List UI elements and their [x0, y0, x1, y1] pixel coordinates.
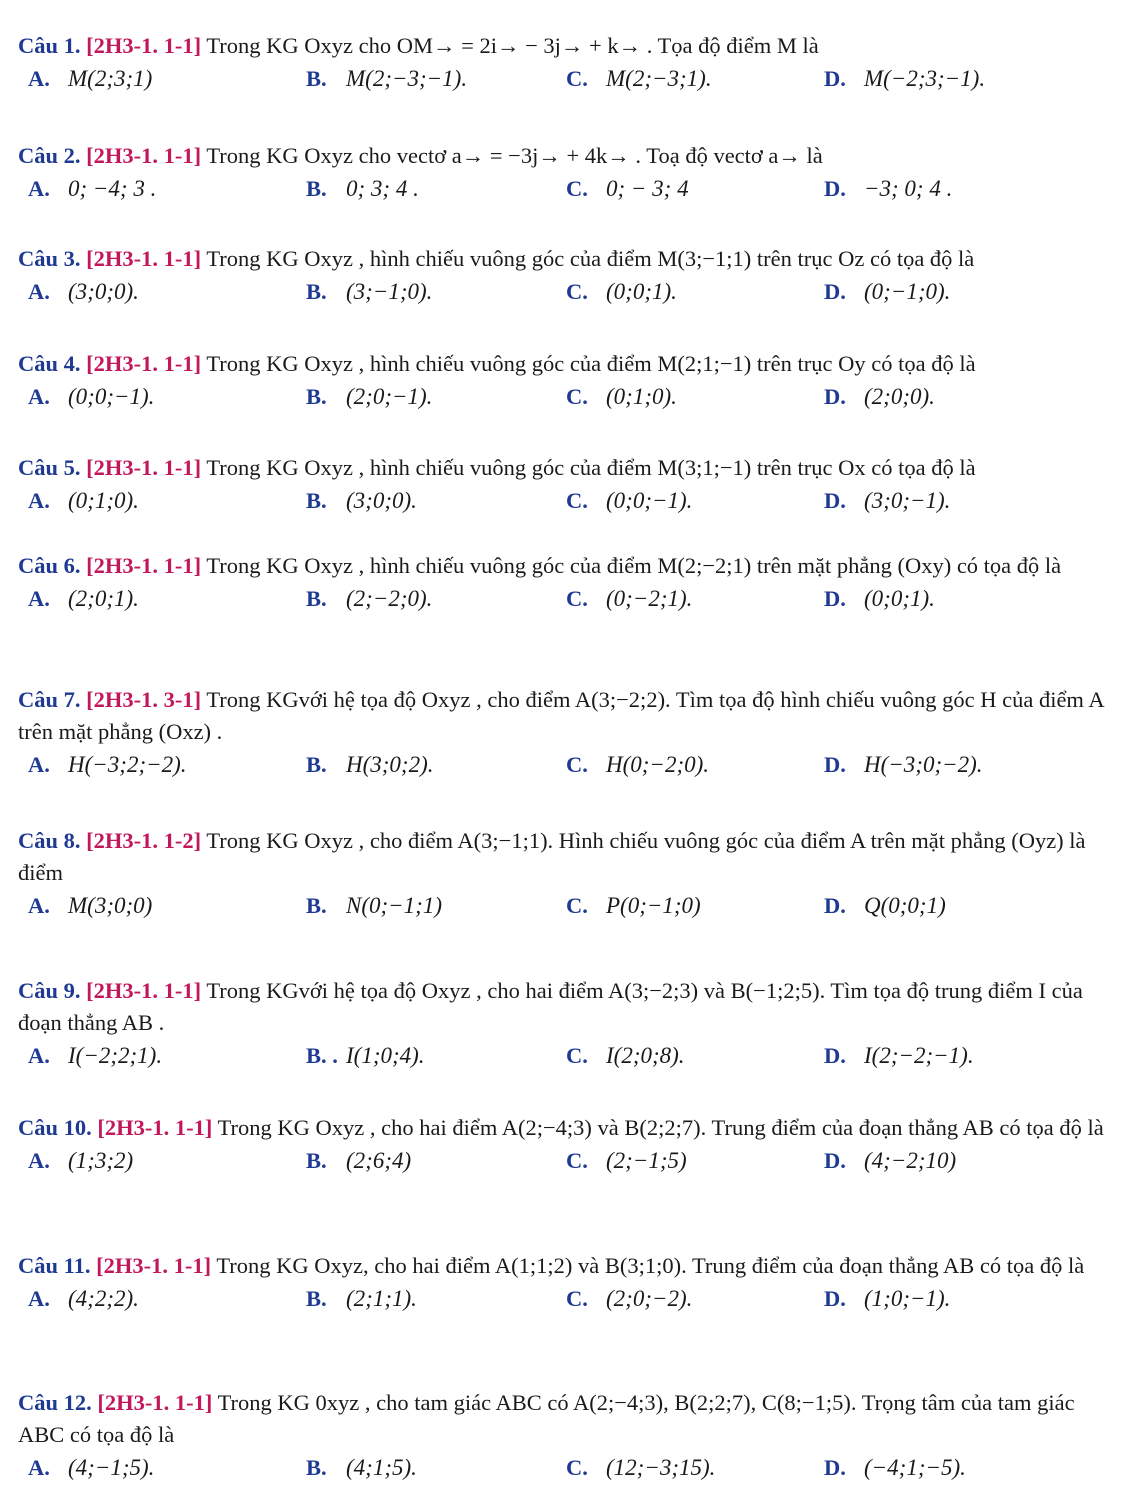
option-value: 0; −4; 3 . — [68, 176, 157, 201]
option-label: A. — [28, 384, 50, 409]
option-value: (3;0;0). — [68, 279, 139, 304]
option-b[interactable] — [296, 1286, 417, 1312]
option-value: (0;0;1). — [864, 586, 935, 611]
option-label: D. — [824, 1043, 846, 1068]
question-stem: Trong KG 0xyz , cho tam giác ABC có A(2;−4;3), B(2;2;7), C(8;−1;5). Trọng tâm của tam giác ABC có tọa độ là — [18, 1390, 1075, 1447]
option-a[interactable] — [18, 1148, 133, 1174]
option-value: (2;6;4) — [346, 1148, 412, 1173]
option-a[interactable] — [18, 384, 154, 410]
question-9 — [18, 975, 1123, 1077]
option-label: C. — [566, 752, 588, 777]
question-2 — [18, 140, 1123, 210]
option-value: I(1;0;4). — [346, 1043, 425, 1068]
option-value: (1;0;−1). — [864, 1286, 951, 1311]
options-row — [18, 380, 1123, 418]
option-label: D. — [824, 488, 846, 513]
option-value: (0;1;0). — [68, 488, 139, 513]
option-value: (2;0;0). — [864, 384, 935, 409]
option-label: B. — [306, 66, 327, 91]
option-value: (2;0;−1). — [346, 384, 433, 409]
question-6 — [18, 550, 1123, 620]
option-value: M(3;0;0) — [68, 893, 153, 918]
question-tag: [2H3-1. 1-1] — [96, 1253, 212, 1278]
option-d[interactable] — [814, 66, 985, 92]
option-label: B. — [306, 586, 327, 611]
question-3 — [18, 243, 1123, 313]
option-d[interactable] — [814, 752, 983, 778]
question-number: Câu 12. — [18, 1390, 92, 1415]
option-label: D. — [824, 66, 846, 91]
question-tag: [2H3-1. 1-2] — [86, 828, 202, 853]
question-tag: [2H3-1. 1-1] — [86, 33, 202, 58]
option-value: 0; − 3; 4 — [606, 176, 689, 201]
option-value: (4;1;5). — [346, 1455, 417, 1480]
option-d[interactable] — [814, 1148, 956, 1174]
question-tag: [2H3-1. 1-1] — [97, 1115, 213, 1140]
option-value: (0;0;−1). — [68, 384, 155, 409]
option-b[interactable] — [296, 586, 432, 612]
option-value: (3;0;0). — [346, 488, 417, 513]
option-label: A. — [28, 1148, 50, 1173]
question-7 — [18, 684, 1123, 786]
question-stem: Trong KG Oxyz , hình chiếu vuông góc của điểm M(3;−1;1) trên trục Oz có tọa độ là — [206, 246, 975, 271]
option-value: (−4;1;−5). — [864, 1455, 966, 1480]
options-row — [18, 275, 1123, 313]
question-number: Câu 11. — [18, 1253, 91, 1278]
question-stem: Trong KG Oxyz cho OM→ = 2i→ − 3j→ + k→ . Tọa độ điểm M là — [206, 33, 819, 58]
option-value: (4;−2;10) — [864, 1148, 957, 1173]
option-d[interactable] — [814, 488, 950, 514]
option-label: C. — [566, 1286, 588, 1311]
option-label: D. — [824, 752, 846, 777]
option-value: (0;−1;0). — [864, 279, 951, 304]
option-c[interactable] — [556, 893, 701, 919]
option-d[interactable] — [814, 1455, 966, 1481]
question-stem: Trong KG Oxyz cho vectơ a→ = −3j→ + 4k→ . Toạ độ vectơ a→ là — [206, 143, 823, 168]
option-d[interactable] — [814, 893, 946, 919]
option-label: D. — [824, 586, 846, 611]
option-b[interactable] — [296, 1455, 417, 1481]
options-row — [18, 889, 1123, 927]
option-label: B. . — [306, 1043, 338, 1068]
question-stem: Trong KG Oxyz , hình chiếu vuông góc của điểm M(3;1;−1) trên trục Ox có tọa độ là — [206, 455, 976, 480]
option-value: M(2;−3;1). — [606, 66, 712, 91]
option-value: M(2;3;1) — [68, 66, 153, 91]
option-a[interactable] — [18, 752, 187, 778]
option-value: M(2;−3;−1). — [346, 66, 468, 91]
question-tag: [2H3-1. 1-1] — [86, 246, 202, 271]
question-tag: [2H3-1. 1-1] — [86, 978, 202, 1003]
option-label: B. — [306, 1455, 327, 1480]
option-value: (2;0;−2). — [606, 1286, 693, 1311]
option-c[interactable] — [556, 586, 692, 612]
option-a[interactable] — [18, 586, 139, 612]
option-c[interactable] — [556, 1286, 692, 1312]
option-value: (4;2;2). — [68, 1286, 139, 1311]
option-a[interactable] — [18, 488, 139, 514]
option-label: B. — [306, 176, 327, 201]
question-tag: [2H3-1. 1-1] — [86, 143, 202, 168]
option-label: C. — [566, 66, 588, 91]
option-label: A. — [28, 1043, 50, 1068]
option-b[interactable] — [296, 176, 419, 202]
question-1 — [18, 30, 1123, 100]
option-c[interactable] — [556, 66, 712, 92]
question-number: Câu 6. — [18, 553, 81, 578]
option-label: C. — [566, 1043, 588, 1068]
option-a[interactable] — [18, 1286, 139, 1312]
option-c[interactable] — [556, 176, 689, 202]
option-b[interactable] — [296, 66, 467, 92]
option-value: (2;−1;5) — [606, 1148, 687, 1173]
option-label: A. — [28, 279, 50, 304]
option-c[interactable] — [556, 279, 677, 305]
options-row — [18, 62, 1123, 100]
question-5 — [18, 452, 1123, 522]
option-value: I(−2;2;1). — [68, 1043, 163, 1068]
option-value: I(2;0;8). — [606, 1043, 685, 1068]
question-number: Câu 10. — [18, 1115, 92, 1140]
question-number: Câu 2. — [18, 143, 81, 168]
option-b[interactable] — [296, 752, 434, 778]
option-value: (0;1;0). — [606, 384, 677, 409]
option-label: B. — [306, 384, 327, 409]
question-stem: Trong KG Oxyz , hình chiếu vuông góc của điểm M(2;−2;1) trên mặt phẳng (Oxy) có tọa độ là — [206, 553, 1062, 578]
option-d[interactable] — [814, 384, 935, 410]
options-row — [18, 172, 1123, 210]
option-label: C. — [566, 586, 588, 611]
question-tag: [2H3-1. 1-1] — [97, 1390, 213, 1415]
option-a[interactable] — [18, 1455, 154, 1481]
option-value: H(3;0;2). — [346, 752, 434, 777]
option-b[interactable] — [296, 1148, 411, 1174]
option-label: D. — [824, 176, 846, 201]
option-d[interactable] — [814, 176, 952, 202]
option-a[interactable] — [18, 893, 152, 919]
question-tag: [2H3-1. 1-1] — [86, 553, 202, 578]
options-row — [18, 748, 1123, 786]
option-label: C. — [566, 384, 588, 409]
option-label: D. — [824, 384, 846, 409]
option-label: D. — [824, 1455, 846, 1480]
option-label: B. — [306, 279, 327, 304]
option-b[interactable] — [296, 893, 442, 919]
option-a[interactable] — [18, 1043, 162, 1069]
option-value: −3; 0; 4 . — [864, 176, 953, 201]
option-value: (4;−1;5). — [68, 1455, 155, 1480]
option-value: (2;1;1). — [346, 1286, 417, 1311]
question-tag: [2H3-1. 1-1] — [86, 351, 202, 376]
question-number: Câu 7. — [18, 687, 81, 712]
question-11 — [18, 1250, 1123, 1320]
option-label: C. — [566, 279, 588, 304]
option-label: A. — [28, 176, 50, 201]
option-c[interactable] — [556, 752, 709, 778]
option-value: (12;−3;15). — [606, 1455, 716, 1480]
option-label: C. — [566, 176, 588, 201]
option-label: D. — [824, 1148, 846, 1173]
option-label: A. — [28, 752, 50, 777]
option-label: A. — [28, 66, 50, 91]
question-number: Câu 3. — [18, 246, 81, 271]
question-10 — [18, 1112, 1123, 1182]
option-c[interactable] — [556, 1455, 715, 1481]
question-number: Câu 5. — [18, 455, 81, 480]
question-stem: Trong KG Oxyz , cho điểm A(3;−1;1). Hình chiếu vuông góc của điểm A trên mặt phẳng (Oyz) là điểm — [18, 828, 1086, 885]
question-tag: [2H3-1. 1-1] — [86, 455, 202, 480]
option-value: M(−2;3;−1). — [864, 66, 986, 91]
options-row — [18, 1144, 1123, 1182]
option-a[interactable] — [18, 176, 156, 202]
option-value: Q(0;0;1) — [864, 893, 946, 918]
option-label: A. — [28, 1455, 50, 1480]
option-b[interactable] — [296, 488, 417, 514]
option-d[interactable] — [814, 1286, 950, 1312]
option-a[interactable] — [18, 66, 152, 92]
options-row — [18, 1451, 1123, 1489]
option-label: C. — [566, 1455, 588, 1480]
option-label: B. — [306, 488, 327, 513]
option-label: D. — [824, 1286, 846, 1311]
option-label: B. — [306, 893, 327, 918]
option-value: H(−3;2;−2). — [68, 752, 187, 777]
option-label: B. — [306, 752, 327, 777]
option-value: (0;0;1). — [606, 279, 677, 304]
option-d[interactable] — [814, 586, 935, 612]
option-value: (0;0;−1). — [606, 488, 693, 513]
option-b[interactable] — [296, 384, 432, 410]
question-number: Câu 9. — [18, 978, 81, 1003]
option-value: H(0;−2;0). — [606, 752, 710, 777]
question-number: Câu 8. — [18, 828, 81, 853]
question-4 — [18, 348, 1123, 418]
option-value: N(0;−1;1) — [346, 893, 442, 918]
option-value: (2;−2;0). — [346, 586, 433, 611]
option-label: A. — [28, 586, 50, 611]
option-label: D. — [824, 893, 846, 918]
option-value: (3;0;−1). — [864, 488, 951, 513]
option-value: I(2;−2;−1). — [864, 1043, 974, 1068]
options-row — [18, 1282, 1123, 1320]
question-stem: Trong KGvới hệ tọa độ Oxyz , cho điểm A(3;−2;2). Tìm tọa độ hình chiếu vuông góc H của điểm A trên mặt phẳng (Oxz) . — [18, 687, 1104, 744]
option-label: D. — [824, 279, 846, 304]
option-b[interactable] — [296, 279, 432, 305]
option-value: (3;−1;0). — [346, 279, 433, 304]
question-12 — [18, 1387, 1123, 1489]
question-number: Câu 1. — [18, 33, 81, 58]
option-label: A. — [28, 488, 50, 513]
question-tag: [2H3-1. 3-1] — [86, 687, 202, 712]
options-row — [18, 1039, 1123, 1077]
option-d[interactable] — [814, 279, 950, 305]
option-value: 0; 3; 4 . — [346, 176, 419, 201]
question-stem: Trong KGvới hệ tọa độ Oxyz , cho hai điểm A(3;−2;3) và B(−1;2;5). Tìm tọa độ trung điểm I của đoạn thẳng AB . — [18, 978, 1083, 1035]
option-value: (1;3;2) — [68, 1148, 134, 1173]
option-c[interactable] — [556, 384, 677, 410]
options-row — [18, 484, 1123, 522]
option-b[interactable] — [296, 1043, 425, 1069]
options-row — [18, 582, 1123, 620]
option-value: (0;−2;1). — [606, 586, 693, 611]
question-8 — [18, 825, 1123, 927]
question-stem: Trong KG Oxyz, cho hai điểm A(1;1;2) và B(3;1;0). Trung điểm của đoạn thẳng AB có tọa độ là — [216, 1253, 1085, 1278]
option-value: P(0;−1;0) — [606, 893, 701, 918]
option-value: H(−3;0;−2). — [864, 752, 983, 777]
option-c[interactable] — [556, 1043, 685, 1069]
option-label: C. — [566, 893, 588, 918]
option-d[interactable] — [814, 1043, 974, 1069]
option-c[interactable] — [556, 1148, 687, 1174]
option-label: B. — [306, 1148, 327, 1173]
option-label: A. — [28, 1286, 50, 1311]
option-label: C. — [566, 1148, 588, 1173]
option-label: C. — [566, 488, 588, 513]
question-stem: Trong KG Oxyz , hình chiếu vuông góc của điểm M(2;1;−1) trên trục Oy có tọa độ là — [206, 351, 976, 376]
question-number: Câu 4. — [18, 351, 81, 376]
option-value: (2;0;1). — [68, 586, 139, 611]
option-a[interactable] — [18, 279, 139, 305]
question-stem: Trong KG Oxyz , cho hai điểm A(2;−4;3) và B(2;2;7). Trung điểm của đoạn thẳng AB có tọa độ là — [217, 1115, 1104, 1140]
option-label: B. — [306, 1286, 327, 1311]
option-label: A. — [28, 893, 50, 918]
option-c[interactable] — [556, 488, 692, 514]
